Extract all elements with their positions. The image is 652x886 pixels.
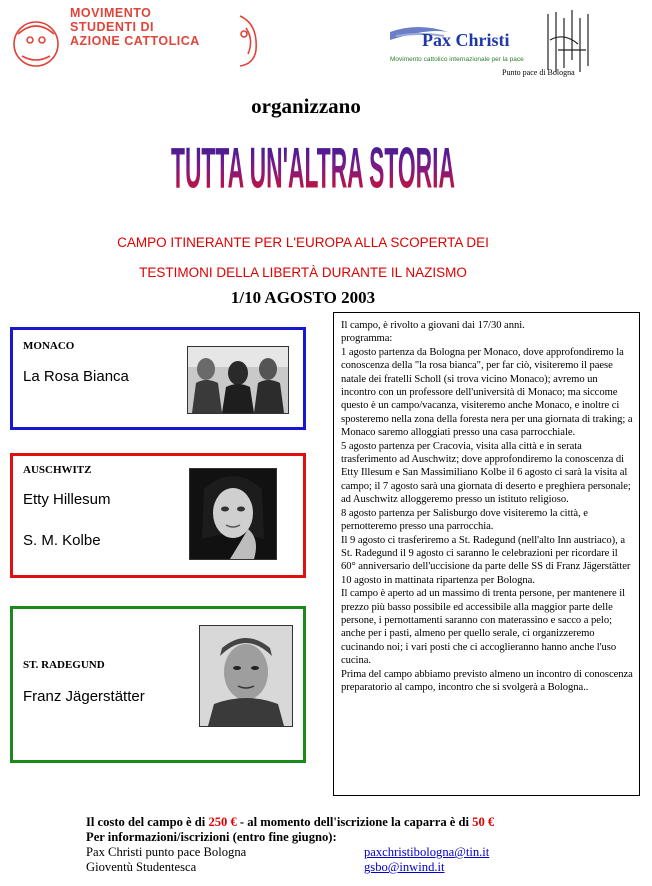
program-paragraph: 8 agosto partenza per Salisburgo dove visiteremo la città, e pernotteremo presso una parrocchia. [341, 507, 588, 533]
place-label: AUSCHWITZ [23, 464, 92, 476]
box-auschwitz [10, 453, 306, 578]
person-name: Franz Jägerstätter [23, 688, 145, 705]
pax-christi-punto: Punto pace di Bologna [502, 68, 575, 77]
contact-row [86, 860, 646, 875]
program-paragraph: 5 agosto partenza per Cracovia, visita alla città e in serata trasferimento ad Auschwitz; dove approfondiremo la conoscenza di Etty Illesum e San Massimiliano Kolbe il 6 agosto ci sarà la visita al campo; il 7 agosto sarà una giornata di deserto e preghiera personale; ad Auschwitz alloggeremo presso un istituto religioso. [341, 440, 631, 506]
event-title-text: TUTTA UN'ALTRA STORIA [171, 136, 456, 201]
msac-line: STUDENTI DI [70, 20, 154, 34]
event-dates: 1/10 AGOSTO 2003 [230, 288, 376, 307]
cost-text: - al momento dell'iscrizione la caparra è di [236, 815, 473, 829]
box-monaco [10, 327, 306, 430]
footer [86, 815, 646, 875]
deposit-amount: 50 € [472, 815, 495, 829]
event-title [168, 130, 458, 210]
cost-amount: 250 € [208, 815, 237, 829]
program-paragraph: 1 agosto partenza da Bologna per Monaco, dove approfondiremo la conoscenza della "la rosa bianca", per far ciò, visiteremo il paese natale dei fratelli Scholl (si trova vicino Monaco); avremo un incontro con un professore dell'università di Monaco; ma siccome questo è un campo/vacanza, visiteremo anche Monaco, e inoltre ci sposteremo nella zona della foresta nera per una giornata di traking; a Monaco saremo alloggiati presso una casa parrocchiale. [341, 346, 633, 439]
etty-hillesum-photo [189, 468, 277, 560]
contact-name: Gioventù Studentesca [86, 860, 197, 874]
cost-text: Il costo del campo è di [86, 815, 209, 829]
box-st-radegund [10, 606, 306, 763]
msac-line: AZIONE CATTOLICA [70, 34, 200, 48]
msac-line: MOVIMENTO [70, 6, 152, 20]
program-paragraph: Il campo è aperto ad un massimo di trenta persone, per mantenere il prezzo più basso possibile ed accessibile alla maggior parte delle persone, i pernottamenti saranno con materassino e sacco a pelo; anche per i pasti, almeno per quello serale, ci organizzeremo cucinando noi; i vari posti che ci accoglieranno hanno anche l'uso cucina. [341, 588, 626, 667]
intro-text: organizzano [251, 94, 361, 118]
subtitle-line-2: TESTIMONI DELLA LIBERTÀ DURANTE IL NAZISMO [139, 265, 467, 280]
program-paragraph: programma: [341, 333, 393, 345]
person-name: S. M. Kolbe [23, 532, 101, 549]
cost-line [86, 815, 646, 830]
program-paragraph: Il campo, è rivolto a giovani dai 17/30 anni. [341, 320, 525, 331]
pax-christi-tagline: Movimento cattolico internazionale per la pace [390, 56, 524, 63]
subtitle-line-1: CAMPO ITINERANTE PER L'EUROPA ALLA SCOPERTA DEI [117, 235, 489, 250]
person-name: Etty Hillesum [23, 491, 111, 508]
contact-email-link[interactable]: paxchristibologna@tin.it [364, 845, 490, 859]
rosa-bianca-photo [187, 346, 289, 414]
contact-email-link[interactable]: gsbo@inwind.it [364, 860, 445, 874]
contact-name: Pax Christi punto pace Bologna [86, 845, 247, 859]
pax-christi-name: Pax Christi [422, 30, 510, 50]
person-name: La Rosa Bianca [23, 368, 129, 385]
contact-row [86, 845, 646, 860]
msac-logo-text [70, 6, 200, 48]
program-paragraph: Il 9 agosto ci trasferiremo a St. Radegund (nell'alto Inn austriaco), a St. Radegund il 9 agosto ci saranno le celebrazioni per ricordare il 60° anniversario dell'uccisione da parte delle SS di Franz Jägerstätter [341, 534, 631, 573]
place-label: MONACO [23, 340, 75, 352]
program-paragraph: 10 agosto in mattinata ripartenza per Bologna. [341, 574, 535, 586]
info-line: Per informazioni/iscrizioni (entro fine giugno): [86, 830, 337, 844]
franz-jagerstatter-photo [199, 625, 293, 727]
program-paragraph: Prima del campo abbiamo previsto almeno un incontro di conoscenza preparatorio al campo, incontro che si svolgerà a Bologna.. [341, 668, 633, 693]
program-panel [333, 312, 640, 796]
place-label: ST. RADEGUND [23, 659, 105, 671]
